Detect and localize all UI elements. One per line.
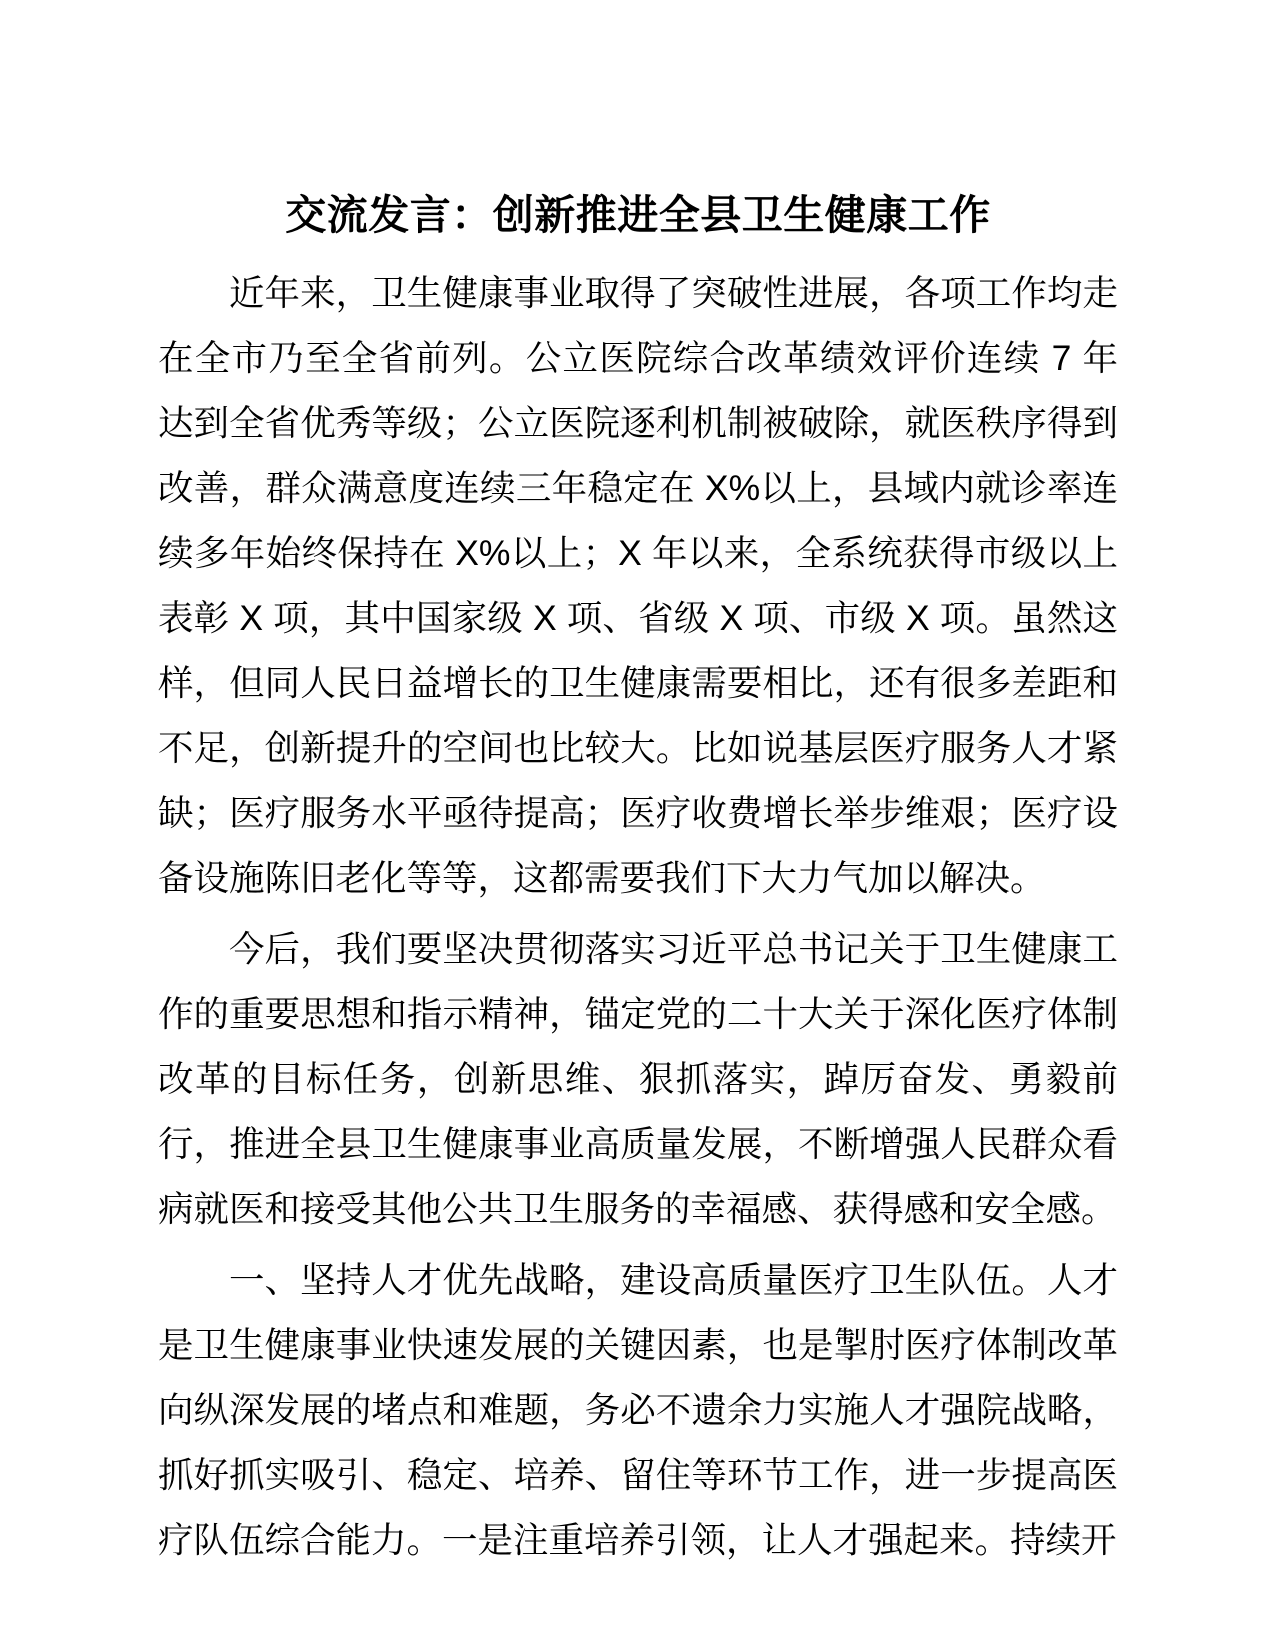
paragraph-intro-achievements: 近年来，卫生健康事业取得了突破性进展，各项工作均走在全市乃至全省前列。公立医院综合改革绩效评价连续 7 年达到全省优秀等级；公立医院逐利机制被破除，就医秩序得到改善，群众满意度连续三年稳定在 X%以上，县域内就诊率连续多年始终保持在 X%以上；X 年以来，全系统获得市级以上表彰 X 项，其中国家级 X 项、省级 X 项、市级 X 项。虽然这样，但同人民日益增长的卫生健康需要相比，还有很多差距和不足，创新提升的空间也比较大。比如说基层医疗服务人才紧缺；医疗服务水平亟待提高；医疗收费增长举步维艰；医疗设备设施陈旧老化等等，这都需要我们下大力气加以解决。 — [158, 273, 1118, 899]
page-title: 交流发言：创新推进全县卫生健康工作 — [285, 192, 991, 238]
paragraph-future-direction: 今后，我们要坚决贯彻落实习近平总书记关于卫生健康工作的重要思想和指示精神，锚定党的二十大关于深化医疗体制改革的目标任务，创新思维、狠抓落实，踔厉奋发、勇毅前行，推进全县卫生健康事业高质量发展，不断增强人民群众看病就医和接受其他公共卫生服务的幸福感、获得感和安全感。 — [158, 929, 1118, 1230]
paragraph-section-one-talent-strategy: 一、坚持人才优先战略，建设高质量医疗卫生队伍。人才是卫生健康事业快速发展的关键因素，也是掣肘医疗体制改革向纵深发展的堵点和难题，务必不遗余力实施人才强院战略，抓好抓实吸引、稳定、培养、留住等环节工作，进一步提高医疗队伍综合能力。一是注重培养引领，让人才强起来。持续开 — [158, 1260, 1118, 1561]
document-body — [158, 188, 1118, 1573]
